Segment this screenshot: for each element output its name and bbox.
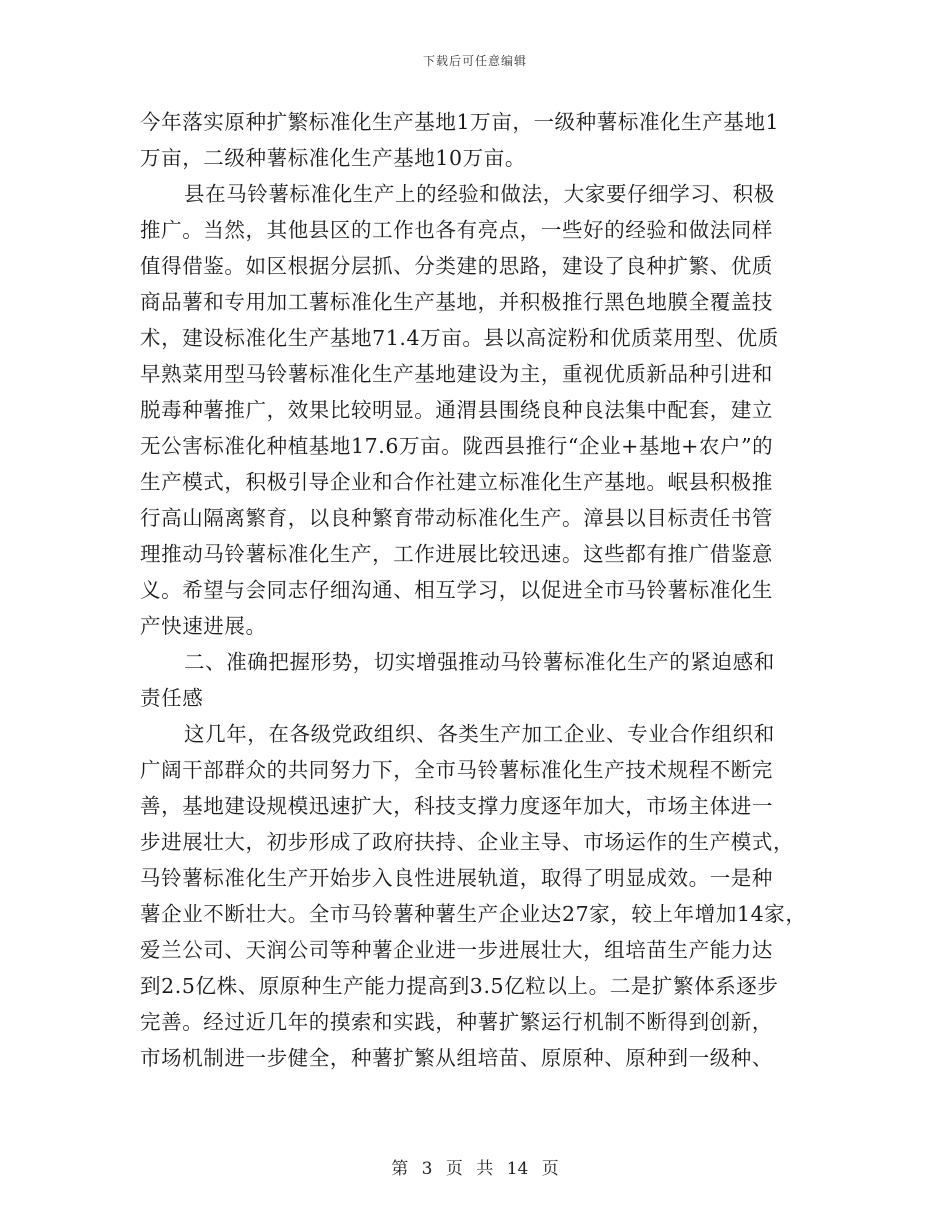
body-line: 商品薯和专用加工薯标准化生产基地，并积极推行黑色地膜全覆盖技: [140, 290, 773, 314]
body-line: 理推动马铃薯标准化生产，工作进展比较迅速。这些都有推广借鉴意: [140, 542, 773, 566]
body-line: 步进展壮大，初步形成了政府扶持、企业主导、市场运作的生产模式，: [140, 830, 795, 854]
body-line: 县在马铃薯标准化生产上的经验和做法，大家要仔细学习、积极: [184, 182, 775, 206]
body-line: 马铃薯标准化生产开始步入良性进展轨道，取得了明显成效。一是种: [140, 866, 773, 890]
section-heading: 二、准确把握形势，切实增强推动马铃薯标准化生产的紧迫感和: [184, 650, 775, 674]
body-line: 到2.5亿株、原原种生产能力提高到3.5亿粒以上。二是扩繁体系逐步: [140, 974, 779, 998]
body-line: 值得借鉴。如区根据分层抓、分类建的思路，建设了良种扩繁、优质: [140, 254, 773, 278]
body-line: 广阔干部群众的共同努力下，全市马铃薯标准化生产技术规程不断完: [140, 758, 773, 782]
body-line: 善，基地建设规模迅速扩大，科技支撑力度逐年加大，市场主体进一: [140, 794, 773, 818]
body-line: 市场机制进一步健全，种薯扩繁从组培苗、原原种、原种到一级种、: [140, 1046, 773, 1070]
body-line: 脱毒种薯推广，效果比较明显。通渭县围绕良种良法集中配套，建立: [140, 398, 773, 422]
document-body: [140, 104, 820, 1076]
body-line: 完善。经过近几年的摸索和实践，种薯扩繁运行机制不断得到创新，: [140, 1010, 773, 1034]
page-header-note: 下载后可任意编辑: [422, 54, 527, 68]
page-number: 第 3 页 共 14 页: [391, 1159, 559, 1179]
body-line: 这几年，在各级党政组织、各类生产加工企业、专业合作组织和: [184, 722, 775, 746]
section-heading: 责任感: [140, 686, 204, 710]
body-line: 行高山隔离繁育，以良种繁育带动标准化生产。漳县以目标责任书管: [140, 506, 773, 530]
body-line: 推广。当然，其他县区的工作也各有亮点，一些好的经验和做法同样: [140, 218, 773, 242]
body-line: 义。希望与会同志仔细沟通、相互学习，以促进全市马铃薯标准化生: [140, 578, 773, 602]
body-line: 产快速进展。: [140, 614, 267, 638]
body-line: 无公害标准化种植基地17.6万亩。陇西县推行“企业+基地+农户”的: [140, 434, 774, 458]
body-line: 薯企业不断壮大。全市马铃薯种薯生产企业达27家，较上年增加14家，: [140, 902, 807, 926]
body-line: 爱兰公司、天润公司等种薯企业进一步进展壮大，组培苗生产能力达: [140, 938, 773, 962]
body-line: 早熟菜用型马铃薯标准化生产基地建设为主，重视优质新品种引进和: [140, 362, 773, 386]
body-line: 万亩，二级种薯标准化生产基地10万亩。: [140, 146, 526, 170]
body-line: 今年落实原种扩繁标准化生产基地1万亩，一级种薯标准化生产基地1: [140, 110, 780, 134]
body-line: 生产模式，积极引导企业和合作社建立标准化生产基地。岷县积极推: [140, 470, 773, 494]
body-line: 术，建设标准化生产基地71.4万亩。县以高淀粉和优质菜用型、优质: [140, 326, 779, 350]
